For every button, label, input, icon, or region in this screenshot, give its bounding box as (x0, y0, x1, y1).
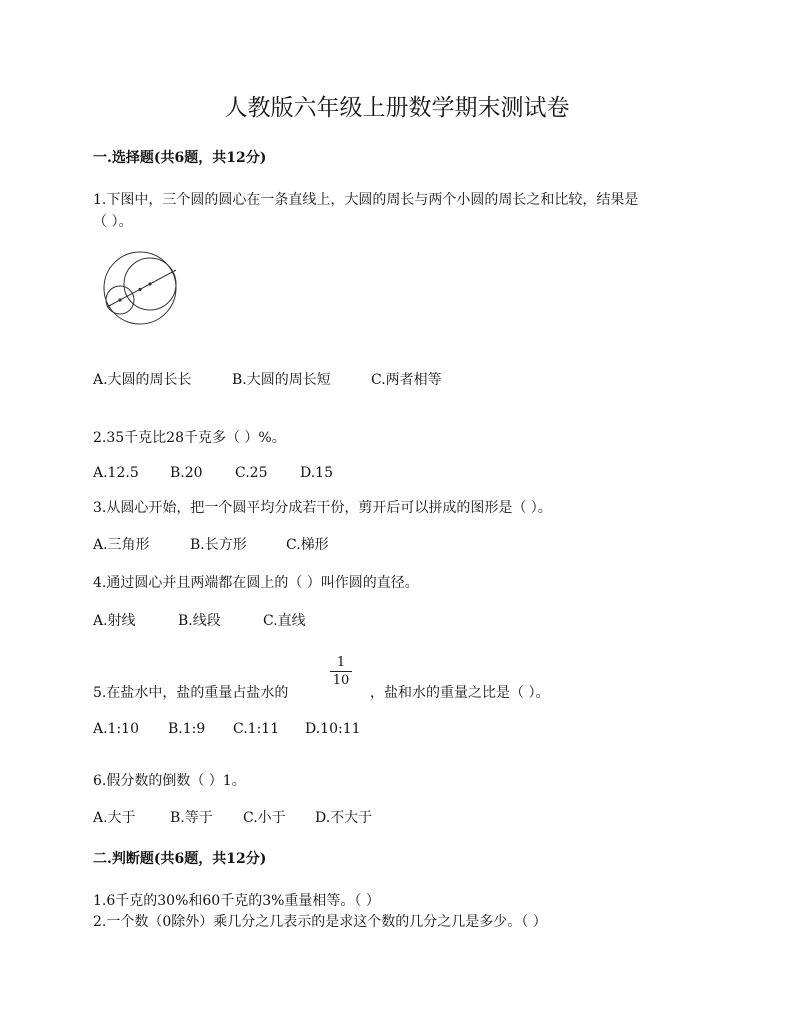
center-dot-small (118, 298, 121, 301)
question-5-option-d: D.10:11 (305, 721, 361, 737)
question-5-option-b: B.1:9 (168, 721, 206, 737)
question-5-option-c: C.1:11 (233, 721, 280, 737)
question-2-option-c: C.25 (235, 465, 268, 481)
question-2-text: 2.35千克比28千克多（ ）%。 (93, 430, 286, 446)
question-2-option-d: D.15 (300, 465, 333, 481)
section-heading-judgement: 二.判断题(共6题，共12分) (93, 851, 267, 867)
center-dot-large (138, 288, 141, 291)
page-title: 人教版六年级上册数学期末测试卷 (224, 95, 570, 121)
question-3-option-a: A.三角形 (93, 537, 150, 553)
question-6-option-c: C.小于 (243, 810, 286, 826)
question-1-text-cont: （ ）。 (93, 214, 133, 230)
judgement-1-text: 1.6千克的30%和60千克的3%重量相等。（ ） (93, 893, 380, 909)
question-1-text: 1.下图中，三个圆的圆心在一条直线上，大圆的周长与两个小圆的周长之和比较，结果是 (93, 192, 639, 208)
question-1-option-a: A.大圆的周长长 (93, 372, 192, 388)
fraction-one-tenth (330, 655, 352, 688)
fraction-bar (330, 671, 352, 672)
question-6-option-d: D.不大于 (315, 810, 373, 826)
fraction-denominator: 10 (332, 673, 350, 688)
question-2-option-a: A.12.5 (93, 465, 139, 481)
question-1-option-c: C.两者相等 (371, 372, 442, 388)
judgement-2-text: 2.一个数（0除外）乘几分之几表示的是求这个数的几分之几是多少。（ ） (93, 914, 547, 930)
question-3-option-b: B.长方形 (190, 537, 247, 553)
question-1-option-b: B.大圆的周长短 (232, 372, 331, 388)
question-4-option-c: C.直线 (263, 613, 306, 629)
question-3-text: 3.从圆心开始，把一个圆平均分成若干份，剪开后可以拼成的图形是（ ）。 (93, 500, 552, 516)
question-4-option-b: B.线段 (178, 613, 221, 629)
question-5-option-a: A.1:10 (93, 721, 139, 737)
center-line (107, 270, 176, 307)
question-3-option-c: C.梯形 (286, 537, 329, 553)
question-4-option-a: A.射线 (93, 613, 136, 629)
question-6-option-a: A.大于 (93, 810, 136, 826)
section-heading-choice: 一.选择题(共6题，共12分) (93, 150, 267, 166)
question-6-option-b: B.等于 (170, 810, 213, 826)
question-2-option-b: B.20 (170, 465, 203, 481)
center-dot-medium (148, 282, 151, 285)
question-6-text: 6.假分数的倒数（ ）1。 (93, 773, 246, 789)
question-5-text-after: ，盐和水的重量之比是（ ）。 (370, 685, 550, 701)
question-4-text: 4.通过圆心并且两端都在圆上的（ ）叫作圆的直径。 (93, 575, 419, 591)
three-circles-figure (100, 250, 182, 326)
question-5-text-before: 5.在盐水中，盐的重量占盐水的 (93, 685, 289, 701)
fraction-numerator: 1 (336, 655, 346, 670)
